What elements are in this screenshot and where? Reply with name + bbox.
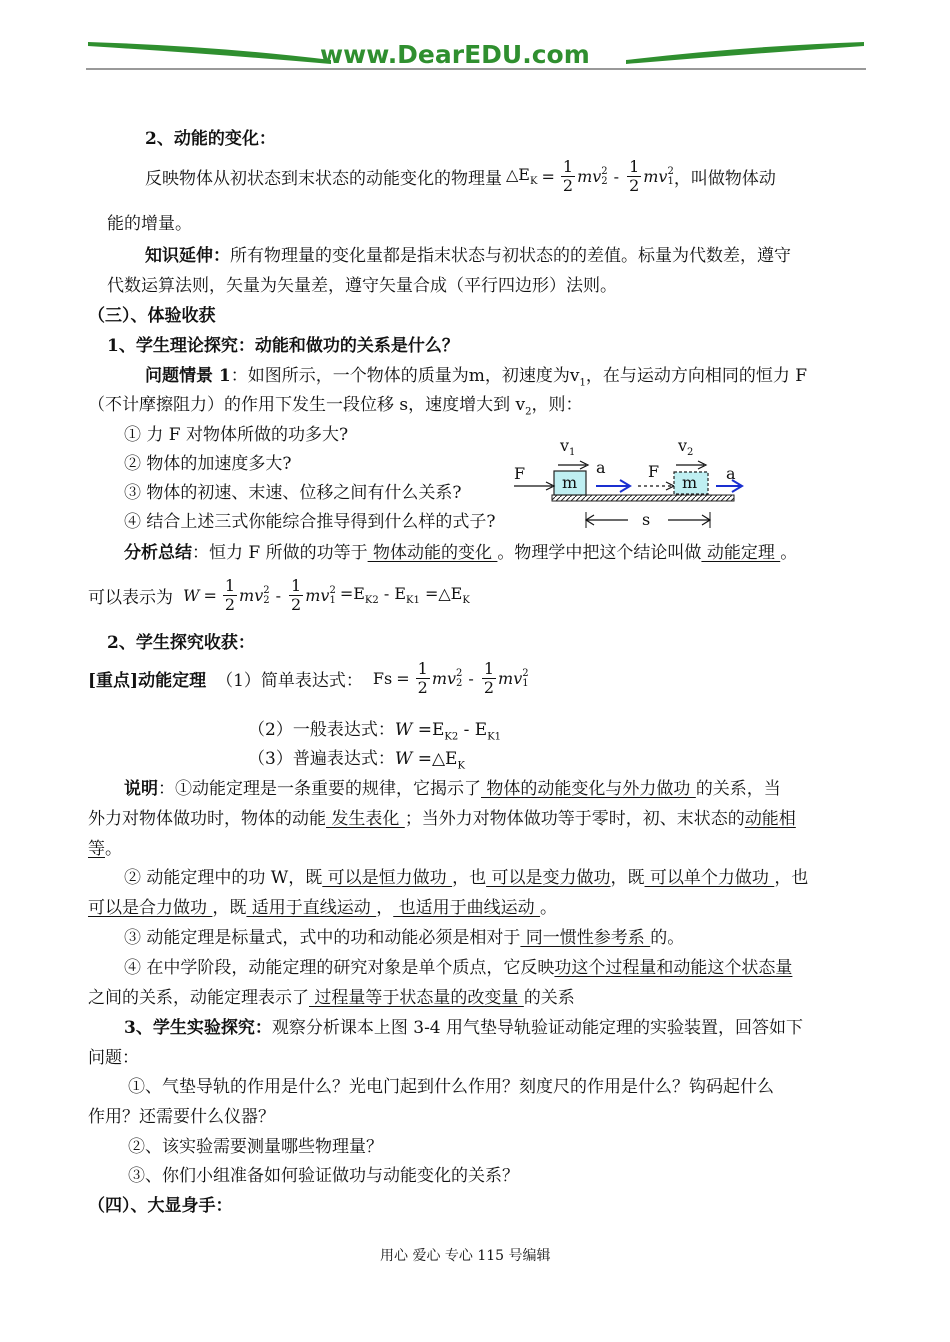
key-tag: [重点] — [88, 671, 139, 691]
knowledge-extension — [145, 245, 791, 267]
note2-e: ，也 — [774, 868, 809, 888]
note2-line1 — [124, 867, 808, 889]
summary-line — [124, 542, 797, 564]
note2-blank-4: 可以是合力做功 — [88, 898, 213, 918]
note1-blank-2: 发生表化 — [326, 809, 405, 829]
summary-blank-2: 动能定理 — [701, 543, 781, 563]
note1-line1 — [124, 778, 781, 800]
note4-line1 — [124, 957, 792, 979]
note1-blank-3b: 等 — [88, 839, 105, 859]
simple-label: （1）简单表达式： — [216, 671, 363, 691]
note2-blank-2: 可以是变力做功 — [486, 868, 611, 888]
label-m1: m — [562, 473, 578, 492]
note-label: 说明 — [124, 779, 158, 799]
note4-blank-2: 过程量等于状态量的改变量 — [309, 988, 524, 1008]
note2-blank-1: 可以是恒力做功 — [322, 868, 453, 888]
theorem-simple-line — [88, 660, 529, 697]
experiment-title: 3、学生实验探究： — [124, 1018, 272, 1038]
ext-line2: 代数运算法则，矢量为矢量差，遵守矢量合成（平行四边形）法则。 — [107, 276, 617, 296]
express-label: 可以表示为 — [88, 588, 173, 608]
note2-a: ② 动能定理中的功 W，既 — [124, 868, 323, 888]
heading-theory-inquiry: 1、学生理论探究：动能和做功的关系是什么？ — [107, 336, 459, 356]
question-2: ② 物体的加速度多大? — [124, 454, 292, 474]
label-v1: $v_1$ — [560, 436, 576, 459]
note2-blank-6: 也适用于曲线运动 — [393, 898, 541, 918]
experiment-q2: ②、该实验需要测量哪些物理量？ — [128, 1137, 383, 1157]
note4-blank-1: 功这个过程量和动能这个状态量 — [554, 958, 793, 978]
question-4: ④ 结合上述三式你能综合推导得到什么样的式子? — [124, 512, 496, 532]
experiment-line1 — [124, 1017, 803, 1039]
summary-label: 分析总结 — [124, 543, 192, 563]
note4-a: ④ 在中学阶段，动能定理的研究对象是单个质点，它反映 — [124, 958, 555, 978]
summary-text-a: ：恒力 F 所做的功等于 — [192, 543, 368, 563]
general-expression: （2）一般表达式：$W =E_{K2} - E_{K1}$ — [248, 720, 502, 743]
express-line — [88, 577, 474, 614]
note1-blank-3: 动能相 — [744, 809, 796, 829]
note1-line2 — [88, 808, 796, 830]
motion-figure — [510, 432, 750, 532]
scene-text-b: ，在与运动方向相同的恒力 F — [585, 366, 808, 386]
universal-label: （3）普遍表达式： — [248, 749, 395, 769]
note2-blank-5: 适用于直线运动 — [246, 898, 377, 918]
question-1: ① 力 F 对物体所做的功多大? — [124, 425, 349, 445]
note1-blank-1: 物体的动能变化与外力做功 — [481, 779, 696, 799]
question-3: ③ 物体的初速、末速、位移之间有什么关系? — [124, 483, 462, 503]
label-m2: m — [682, 473, 698, 492]
note1-line2-c: ；当外力对物体做功等于零时，初、末状态的 — [404, 809, 745, 829]
experiment-text: 观察分析课本上图 3-4 用气垫导轨验证动能定理的实验装置，回答如下 — [271, 1018, 804, 1038]
note4-line2 — [88, 987, 575, 1009]
note1-line3 — [88, 838, 122, 860]
work-energy-formula: W = $\frac{1}{2}$ mv 2 2 - $\frac{1}{2}$ mv 2 1 $=E_{K2} - E_{K1}$ $=\triangle E_K$ — [183, 576, 470, 614]
scene-label: 问题情景 1 — [145, 366, 231, 386]
note2-blank-3: 可以单个力做功 — [644, 868, 775, 888]
note4-line2-a: 之间的关系，动能定理表示了 — [88, 988, 309, 1008]
note2-line2 — [88, 897, 557, 919]
ext-text: 所有物理量的变化量都是指末状态与初状态的的差值。标量为代数差，遵守 — [230, 246, 791, 266]
motion-diagram — [510, 432, 750, 532]
note4-c: 的关系 — [523, 988, 575, 1008]
kinetic-change-text: 反映物体从初状态到末状态的动能变化的物理量 — [145, 169, 502, 189]
note1-line2-a: 外力对物体做功时，物体的动能 — [88, 809, 326, 829]
scene-line1: 问题情景 1：如图所示，一个物体的质量为m，初速度为$v_1$，在与运动方向相同的恒力 F — [145, 366, 808, 389]
experiment-line2: 问题： — [88, 1048, 139, 1068]
heading-section-four: （四）、大显身手： — [88, 1196, 233, 1216]
scene-line2-end: ，则： — [531, 395, 583, 415]
site-logo-text: www.DearEDU.com — [320, 40, 590, 69]
label-s: s — [642, 510, 651, 529]
note1-end: 。 — [105, 839, 122, 859]
general-label: （2）一般表达式： — [248, 720, 395, 740]
note1-text-c: 的关系，当 — [695, 779, 781, 799]
note3-blank: 同一惯性参考系 — [520, 928, 651, 948]
note3-a: ③ 动能定理是标量式，式中的功和动能必须是相对于 — [124, 928, 521, 948]
label-v2: $v_2$ — [678, 436, 694, 459]
summary-text-c: 。 — [780, 543, 798, 563]
heading-section-three: （三）、体验收获 — [88, 306, 216, 326]
key-name: 动能定理 — [138, 671, 207, 691]
simple-formula: Fs = $\frac{1}{2}$ mv 2 2 - $\frac{1}{2}$ mv 2 1 — [372, 659, 529, 697]
label-F2: F — [648, 462, 660, 481]
label-F1: F — [514, 464, 526, 483]
label-a2: a — [726, 464, 736, 483]
note2-g: ， — [376, 898, 394, 918]
page-footer: 用心 爱心 专心 115 号编辑 — [380, 1248, 551, 1264]
note2-f: ，既 — [212, 898, 247, 918]
experiment-q1-line2: 作用？还需要什么仪器？ — [88, 1107, 275, 1127]
scene-text: ：如图所示，一个物体的质量为m，初速度为v — [230, 366, 580, 386]
heading-kinetic-change: 2、动能的变化： — [145, 129, 276, 149]
kinetic-change-line2: 能的增量。 — [107, 214, 192, 234]
note1-text-a: ：①动能定理是一条重要的规律，它揭示了 — [158, 779, 481, 799]
summary-blank-1: 物体动能的变化 — [367, 543, 498, 563]
scene-line2-text: （不计摩擦阻力）的作用下发生一段位移 s，速度增大到 v — [88, 395, 526, 415]
note3-c: 的。 — [650, 928, 685, 948]
note2-c: ，也 — [452, 868, 487, 888]
ext-label: 知识延伸： — [145, 246, 230, 266]
note2-d: ，既 — [610, 868, 645, 888]
delta-ek-formula: $\triangle E_K$ = $\frac{1}{2}$ mv 2 2 - $\frac{1}{2}$ mv 2 1 — [506, 157, 674, 195]
experiment-q1: ①、气垫导轨的作用是什么？光电门起到什么作用？刻度尺的作用是什么？钩码起什么 — [128, 1077, 774, 1097]
heading-inquiry-gains: 2、学生探究收获： — [107, 633, 255, 653]
kinetic-change-text-b: ，叫做物体动 — [673, 169, 776, 189]
label-a1: a — [596, 458, 606, 477]
note2-h: 。 — [540, 898, 558, 918]
summary-text-b: 。物理学中把这个结论叫做 — [497, 543, 702, 563]
scene-line2: （不计摩擦阻力）的作用下发生一段位移 s，速度增大到 $v_2$，则： — [88, 395, 583, 418]
kinetic-change-line1 — [145, 158, 776, 195]
universal-expression: （3）普遍表达式：$W =\triangle E_K$ — [248, 749, 465, 772]
experiment-q3: ③、你们小组准备如何验证做功与动能变化的关系？ — [128, 1166, 519, 1186]
note3-line — [124, 927, 684, 949]
